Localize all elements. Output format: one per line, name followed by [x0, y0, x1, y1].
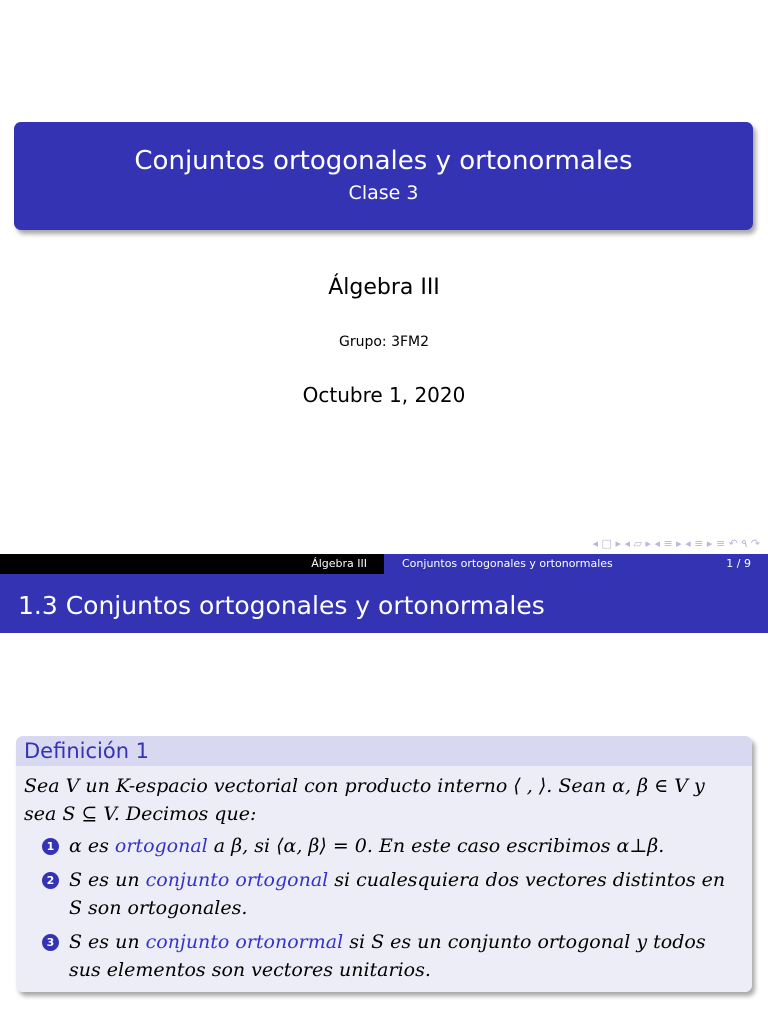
list-item: [24, 832, 742, 860]
item-text-pre: S es un: [69, 931, 146, 953]
definition-block: [16, 736, 752, 992]
footline-title: Conjuntos ortogonales y ortonormales: [384, 554, 664, 574]
item-text-post: a β, si ⟨α, β⟩ = 0. En este caso escribimos α⊥β.: [207, 835, 665, 857]
footline-short-title: Álgebra III: [0, 554, 384, 574]
footline: [0, 554, 768, 574]
highlighted-term: ortogonal: [114, 835, 208, 857]
definition-body: [16, 766, 752, 992]
presentation-subtitle: Clase 3: [348, 182, 419, 204]
frame-title: 1.3 Conjuntos ortogonales y ortonormales: [18, 591, 545, 620]
number-3-icon: 3: [42, 934, 59, 951]
author: Álgebra III: [328, 275, 440, 300]
item-text-pre: α es: [69, 835, 115, 857]
number-1-icon: 1: [42, 838, 59, 855]
item-text-post: si cualesquiera dos vectores distintos en S son ortogonales.: [69, 869, 726, 919]
definition-title: Definición 1: [16, 736, 752, 766]
footline-page-number: 1 / 9: [664, 554, 768, 574]
date: Octubre 1, 2020: [302, 383, 466, 407]
title-block: [14, 122, 753, 230]
definition-intro: Sea V un K-espacio vectorial con producto interno ⟨ , ⟩. Sean α, β ∈ V y sea S ⊆ V. Decimos que:: [24, 775, 705, 825]
frame-title-bar: [0, 574, 768, 633]
presentation-title: Conjuntos ortogonales y ortonormales: [134, 146, 633, 176]
beamer-navigation-icons[interactable]: ◂ □ ▸ ◂ ▱ ▸ ◂ ≡ ▸ ◂ ≡ ▸ ≡ ↶ ۹ ↷: [592, 537, 760, 550]
number-2-icon: 2: [42, 872, 59, 889]
list-item: [24, 928, 742, 984]
item-text-pre: S es un: [69, 869, 146, 891]
definition-list: [24, 832, 742, 984]
list-item: [24, 866, 742, 922]
item-text-post: si S es un conjunto ortogonal y todos sus elementos son vectores unitarios.: [69, 931, 706, 981]
group-label: Grupo: 3FM2: [338, 334, 430, 350]
highlighted-term: conjunto ortogonal: [145, 869, 329, 891]
highlighted-term: conjunto ortonormal: [145, 931, 344, 953]
